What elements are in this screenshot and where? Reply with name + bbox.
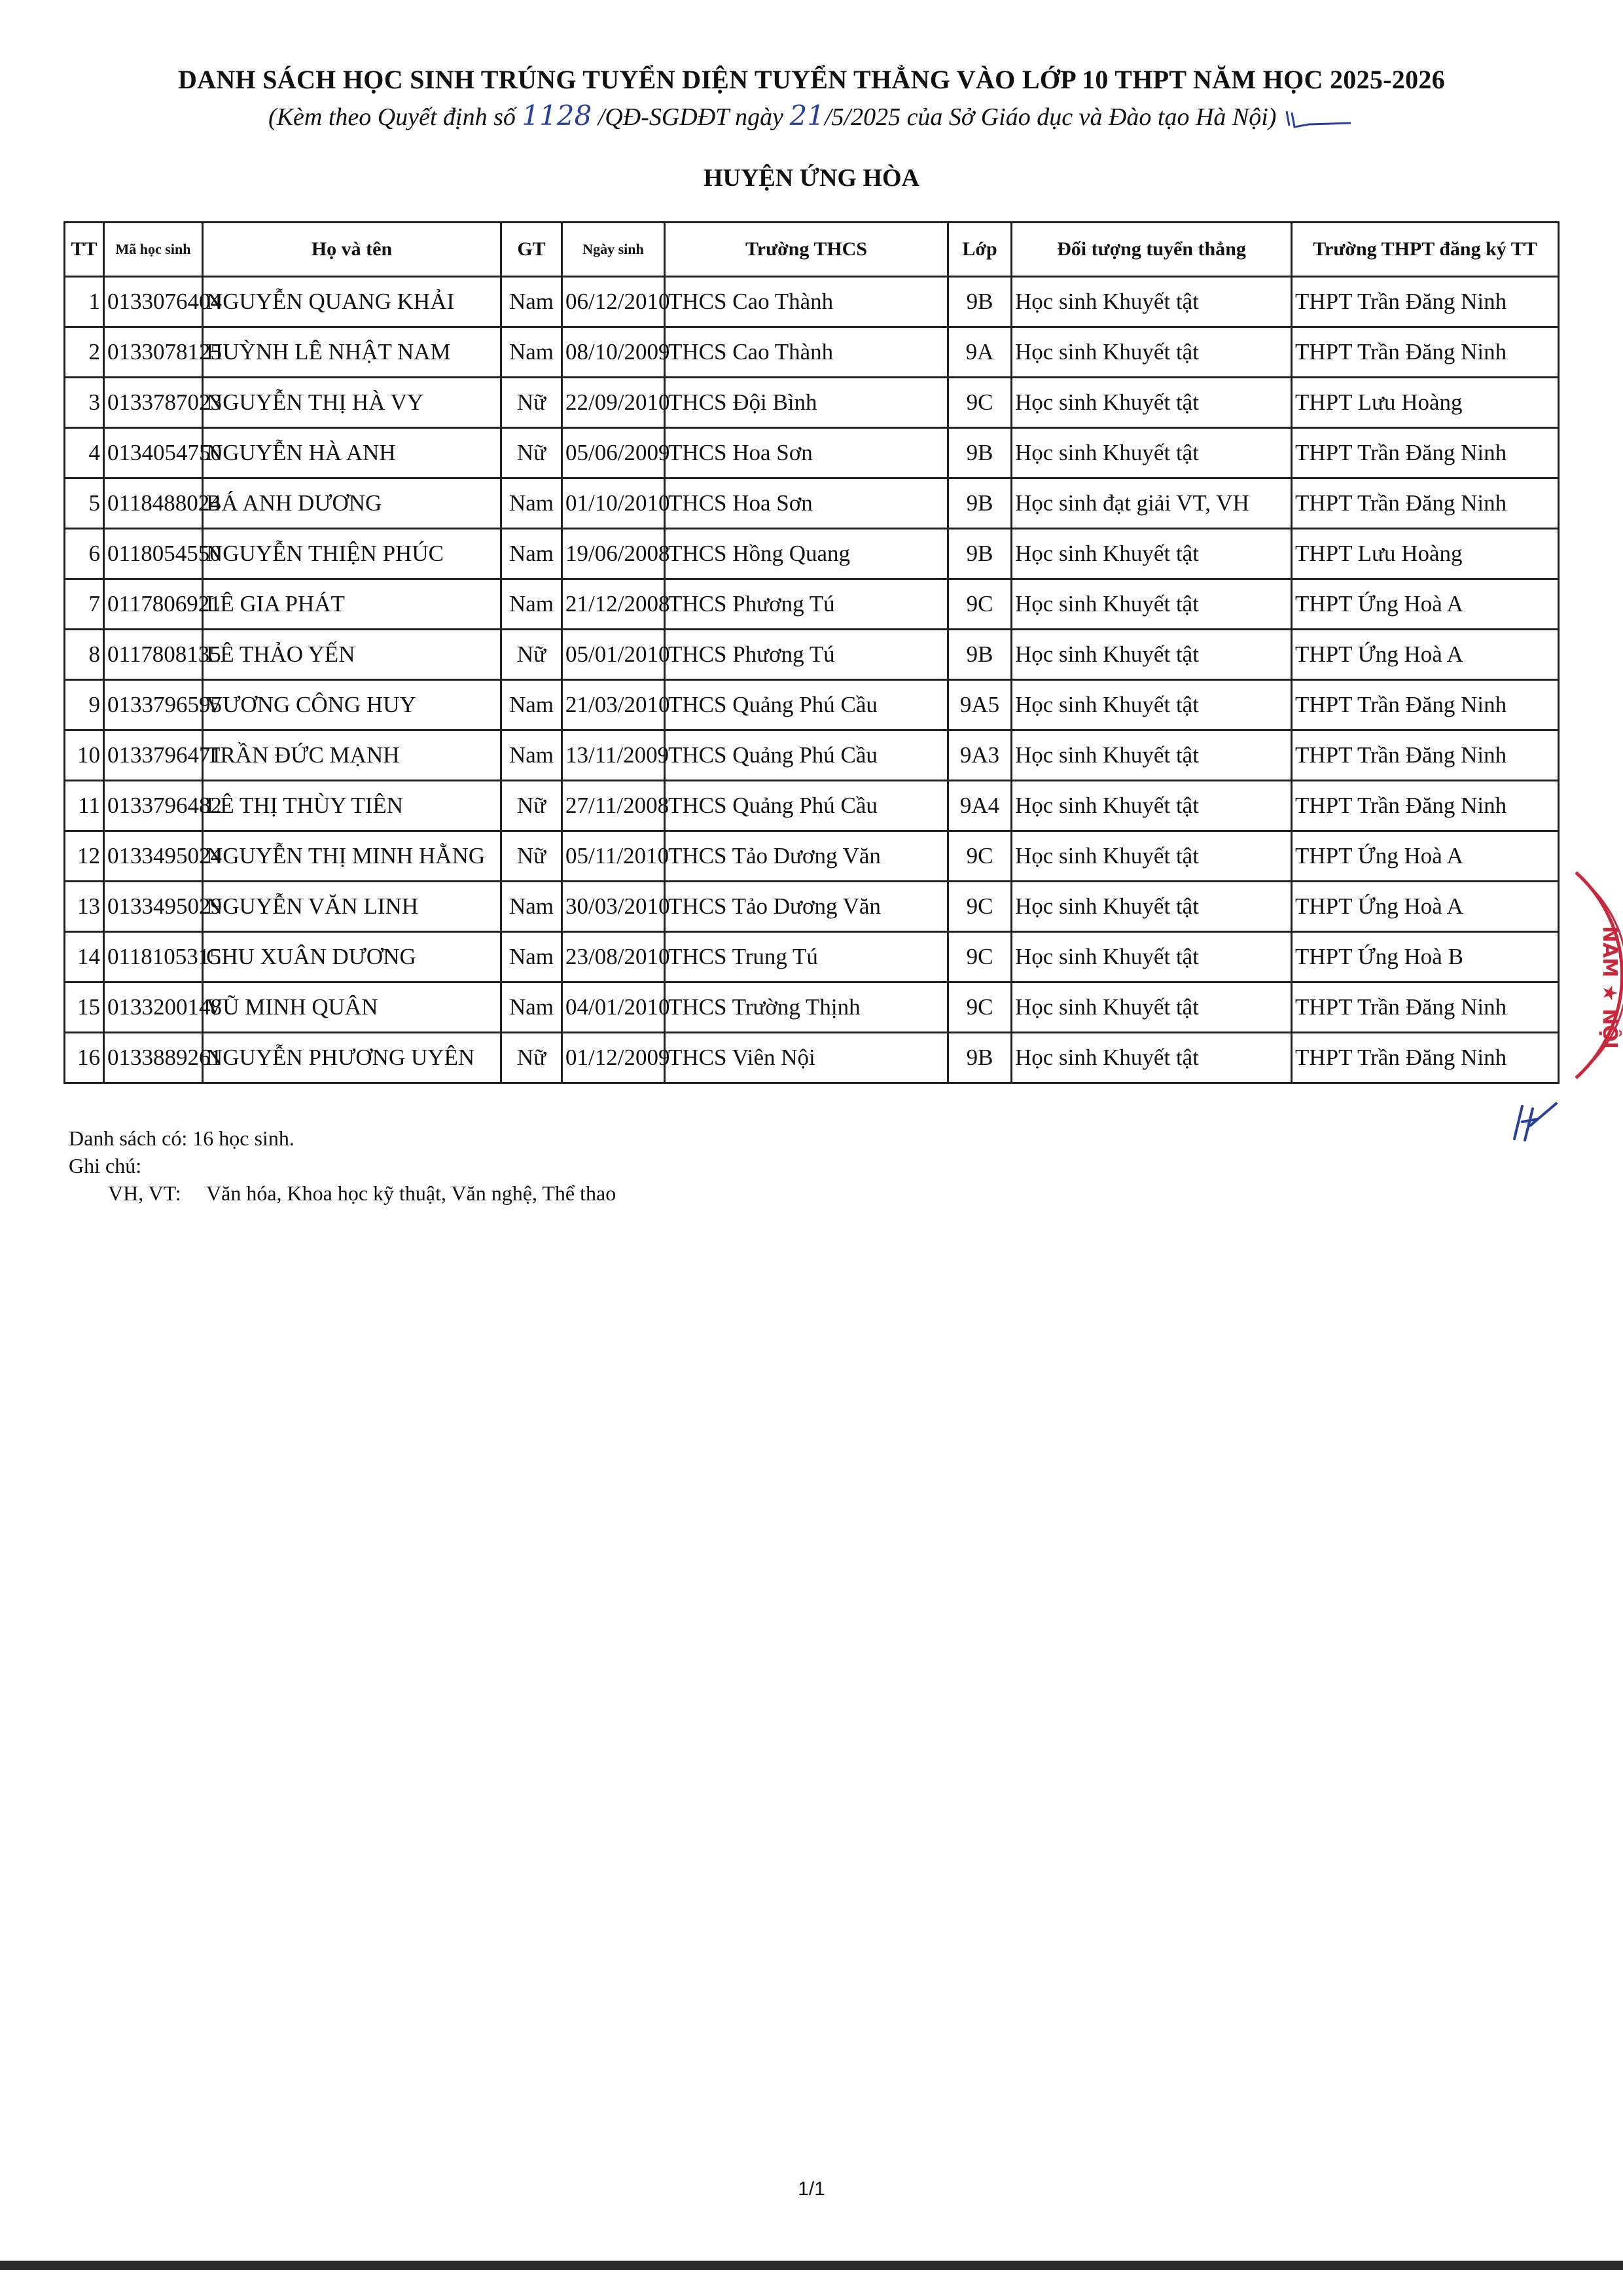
cell-high-school: THPT Lưu Hoàng	[1292, 529, 1559, 579]
cell-full-name: VŨ MINH QUÂN	[203, 982, 501, 1033]
cell-tt: 15	[65, 982, 104, 1033]
cell-secondary-school: THCS Hồng Quang	[665, 529, 948, 579]
cell-full-name: NGUYỄN QUANG KHẢI	[203, 277, 501, 327]
cell-gender: Nữ	[501, 630, 562, 680]
cell-class: 9C	[948, 982, 1012, 1033]
scan-edge-bar	[0, 2261, 1623, 2270]
table-row	[65, 579, 1559, 630]
cell-class: 9B	[948, 1033, 1012, 1083]
cell-class: 9B	[948, 529, 1012, 579]
cell-birthdate: 04/01/2010	[562, 982, 665, 1033]
cell-birthdate: 13/11/2009	[562, 730, 665, 781]
cell-full-name: LÊ THỊ THÙY TIÊN	[203, 781, 501, 831]
cell-birthdate: 08/10/2009	[562, 327, 665, 378]
cell-secondary-school: THCS Quảng Phú Cầu	[665, 781, 948, 831]
cell-gender: Nữ	[501, 1033, 562, 1083]
note-abbr: VH, VT:	[108, 1181, 181, 1205]
col-birthdate: Ngày sinh	[562, 223, 665, 277]
cell-tt: 16	[65, 1033, 104, 1083]
table-row	[65, 277, 1559, 327]
cell-full-name: LÊ GIA PHÁT	[203, 579, 501, 630]
cell-tt: 2	[65, 327, 104, 378]
cell-student-code: 0133796595	[104, 680, 203, 730]
cell-student-code: 0133889261	[104, 1033, 203, 1083]
cell-class: 9A3	[948, 730, 1012, 781]
cell-tt: 5	[65, 478, 104, 529]
cell-high-school: THPT Lưu Hoàng	[1292, 378, 1559, 428]
cell-high-school: THPT Trần Đăng Ninh	[1292, 1033, 1559, 1083]
col-tt: TT	[65, 223, 104, 277]
cell-student-code: 0118054550	[104, 529, 203, 579]
cell-class: 9C	[948, 932, 1012, 982]
cell-admission-category: Học sinh Khuyết tật	[1012, 630, 1292, 680]
cell-secondary-school: THCS Tảo Dương Văn	[665, 831, 948, 882]
cell-admission-category: Học sinh Khuyết tật	[1012, 1033, 1292, 1083]
cell-secondary-school: THCS Trung Tú	[665, 932, 948, 982]
cell-secondary-school: THCS Cao Thành	[665, 327, 948, 378]
table-body	[65, 277, 1559, 1083]
cell-secondary-school: THCS Phương Tú	[665, 579, 948, 630]
cell-gender: Nam	[501, 277, 562, 327]
district-heading: HUYỆN ỨNG HÒA	[703, 164, 920, 192]
col-high-school: Trường THPT đăng ký TT	[1292, 223, 1559, 277]
cell-admission-category: Học sinh Khuyết tật	[1012, 579, 1292, 630]
cell-birthdate: 05/06/2009	[562, 428, 665, 478]
cell-gender: Nữ	[501, 781, 562, 831]
cell-gender: Nam	[501, 327, 562, 378]
decision-day: 21	[789, 99, 825, 132]
cell-birthdate: 01/10/2010	[562, 478, 665, 529]
cell-tt: 14	[65, 932, 104, 982]
cell-class: 9C	[948, 579, 1012, 630]
cell-tt: 6	[65, 529, 104, 579]
page-number: 1/1	[798, 2178, 825, 2200]
cell-tt: 11	[65, 781, 104, 831]
cell-admission-category: Học sinh Khuyết tật	[1012, 327, 1292, 378]
cell-full-name: NGUYỄN PHƯƠNG UYÊN	[203, 1033, 501, 1083]
cell-admission-category: Học sinh Khuyết tật	[1012, 680, 1292, 730]
cell-admission-category: Học sinh Khuyết tật	[1012, 781, 1292, 831]
cell-birthdate: 19/06/2008	[562, 529, 665, 579]
cell-full-name: NGUYỄN THỊ MINH HẰNG	[203, 831, 501, 882]
cell-class: 9A5	[948, 680, 1012, 730]
decision-number: 1128	[522, 99, 592, 132]
table-header-row	[65, 223, 1559, 277]
table-row	[65, 781, 1559, 831]
cell-secondary-school: THCS Phương Tú	[665, 630, 948, 680]
cell-secondary-school: THCS Quảng Phú Cầu	[665, 730, 948, 781]
table-row	[65, 982, 1559, 1033]
table-row	[65, 378, 1559, 428]
cell-gender: Nam	[501, 579, 562, 630]
cell-class: 9C	[948, 378, 1012, 428]
cell-class: 9B	[948, 277, 1012, 327]
cell-admission-category: Học sinh Khuyết tật	[1012, 378, 1292, 428]
cell-tt: 3	[65, 378, 104, 428]
cell-birthdate: 27/11/2008	[562, 781, 665, 831]
cell-admission-category: Học sinh Khuyết tật	[1012, 529, 1292, 579]
cell-secondary-school: THCS Đội Bình	[665, 378, 948, 428]
col-secondary-school: Trường THCS	[665, 223, 948, 277]
cell-full-name: CHU XUÂN DƯƠNG	[203, 932, 501, 982]
cell-secondary-school: THCS Cao Thành	[665, 277, 948, 327]
cell-gender: Nữ	[501, 378, 562, 428]
table-row	[65, 428, 1559, 478]
cell-gender: Nam	[501, 882, 562, 932]
cell-student-code: 0118488024	[104, 478, 203, 529]
cell-full-name: NGUYỄN VĂN LINH	[203, 882, 501, 932]
initial-mark	[1283, 106, 1355, 132]
cell-student-code: 0133200148	[104, 982, 203, 1033]
cell-high-school: THPT Ứng Hoà A	[1292, 882, 1559, 932]
student-count: Danh sách có: 16 học sinh.	[69, 1126, 294, 1150]
cell-full-name: LÊ THẢO YẾN	[203, 630, 501, 680]
cell-birthdate: 01/12/2009	[562, 1033, 665, 1083]
cell-birthdate: 23/08/2010	[562, 932, 665, 982]
cell-high-school: THPT Ứng Hoà B	[1292, 932, 1559, 982]
cell-full-name: HUỲNH LÊ NHẬT NAM	[203, 327, 501, 378]
cell-admission-category: Học sinh Khuyết tật	[1012, 428, 1292, 478]
cell-class: 9A4	[948, 781, 1012, 831]
cell-admission-category: Học sinh Khuyết tật	[1012, 831, 1292, 882]
cell-birthdate: 06/12/2010	[562, 277, 665, 327]
cell-birthdate: 21/12/2008	[562, 579, 665, 630]
cell-full-name: TRẦN ĐỨC MẠNH	[203, 730, 501, 781]
cell-secondary-school: THCS Hoa Sơn	[665, 478, 948, 529]
cell-gender: Nam	[501, 730, 562, 781]
table-row	[65, 1033, 1559, 1083]
cell-gender: Nữ	[501, 831, 562, 882]
cell-birthdate: 22/09/2010	[562, 378, 665, 428]
note-label: Ghi chú:	[69, 1154, 142, 1177]
notes-block	[69, 1124, 616, 1207]
cell-full-name: NGUYỄN HÀ ANH	[203, 428, 501, 478]
cell-gender: Nam	[501, 680, 562, 730]
cell-gender: Nam	[501, 932, 562, 982]
table-row	[65, 730, 1559, 781]
cell-gender: Nam	[501, 529, 562, 579]
cell-high-school: THPT Trần Đăng Ninh	[1292, 277, 1559, 327]
cell-admission-category: Học sinh Khuyết tật	[1012, 982, 1292, 1033]
table-row	[65, 932, 1559, 982]
table-row	[65, 529, 1559, 579]
cell-student-code: 0118105315	[104, 932, 203, 982]
cell-secondary-school: THCS Hoa Sơn	[665, 428, 948, 478]
cell-admission-category: Học sinh Khuyết tật	[1012, 730, 1292, 781]
table-row	[65, 630, 1559, 680]
document-subtitle	[0, 99, 1623, 132]
cell-birthdate: 30/03/2010	[562, 882, 665, 932]
cell-class: 9C	[948, 882, 1012, 932]
cell-birthdate: 05/01/2010	[562, 630, 665, 680]
cell-student-code: 0133495029	[104, 882, 203, 932]
cell-high-school: THPT Trần Đăng Ninh	[1292, 680, 1559, 730]
cell-secondary-school: THCS Tảo Dương Văn	[665, 882, 948, 932]
cell-high-school: THPT Trần Đăng Ninh	[1292, 781, 1559, 831]
cell-class: 9B	[948, 630, 1012, 680]
cell-admission-category: Học sinh Khuyết tật	[1012, 932, 1292, 982]
cell-high-school: THPT Trần Đăng Ninh	[1292, 982, 1559, 1033]
cell-student-code: 0133076404	[104, 277, 203, 327]
cell-full-name: VƯƠNG CÔNG HUY	[203, 680, 501, 730]
cell-full-name: BÁ ANH DƯƠNG	[203, 478, 501, 529]
seal-text: NAM ★ NỘI	[1598, 926, 1621, 1049]
col-student-code: Mã học sinh	[104, 223, 203, 277]
cell-secondary-school: THCS Trường Thịnh	[665, 982, 948, 1033]
cell-high-school: THPT Trần Đăng Ninh	[1292, 327, 1559, 378]
cell-student-code: 0117808135	[104, 630, 203, 680]
cell-class: 9A	[948, 327, 1012, 378]
cell-tt: 8	[65, 630, 104, 680]
cell-full-name: NGUYỄN THỊ HÀ VY	[203, 378, 501, 428]
signature-mark	[1510, 1100, 1563, 1145]
table-row	[65, 327, 1559, 378]
cell-tt: 4	[65, 428, 104, 478]
cell-admission-category: Học sinh Khuyết tật	[1012, 277, 1292, 327]
cell-high-school: THPT Trần Đăng Ninh	[1292, 478, 1559, 529]
document-title: DANH SÁCH HỌC SINH TRÚNG TUYỂN DIỆN TUYỂN THẲNG VÀO LỚP 10 THPT NĂM HỌC 2025-2026	[177, 65, 1446, 94]
note-abbr-meaning: Văn hóa, Khoa học kỹ thuật, Văn nghệ, Thể thao	[206, 1181, 616, 1205]
cell-student-code: 0117806921	[104, 579, 203, 630]
subtitle-suffix: /5/2025 của Sở Giáo dục và Đào tạo Hà Nội)	[824, 103, 1277, 131]
official-seal	[1550, 867, 1623, 1083]
cell-high-school: THPT Ứng Hoà A	[1292, 630, 1559, 680]
col-admission-category: Đối tượng tuyển thẳng	[1012, 223, 1292, 277]
cell-admission-category: Học sinh Khuyết tật	[1012, 882, 1292, 932]
cell-class: 9B	[948, 428, 1012, 478]
cell-admission-category: Học sinh đạt giải VT, VH	[1012, 478, 1292, 529]
cell-birthdate: 05/11/2010	[562, 831, 665, 882]
cell-high-school: THPT Ứng Hoà A	[1292, 579, 1559, 630]
cell-tt: 12	[65, 831, 104, 882]
cell-class: 9B	[948, 478, 1012, 529]
cell-student-code: 0133796482	[104, 781, 203, 831]
cell-high-school: THPT Ứng Hoà A	[1292, 831, 1559, 882]
cell-student-code: 0134054750	[104, 428, 203, 478]
cell-student-code: 0133495024	[104, 831, 203, 882]
cell-gender: Nữ	[501, 428, 562, 478]
col-class: Lớp	[948, 223, 1012, 277]
cell-student-code: 0133787023	[104, 378, 203, 428]
cell-student-code: 0133078125	[104, 327, 203, 378]
subtitle-middle: /QĐ-SGDĐT ngày	[597, 103, 783, 131]
cell-high-school: THPT Trần Đăng Ninh	[1292, 730, 1559, 781]
cell-gender: Nam	[501, 478, 562, 529]
table-row	[65, 478, 1559, 529]
cell-secondary-school: THCS Viên Nội	[665, 1033, 948, 1083]
cell-secondary-school: THCS Quảng Phú Cầu	[665, 680, 948, 730]
table-row	[65, 680, 1559, 730]
cell-high-school: THPT Trần Đăng Ninh	[1292, 428, 1559, 478]
table-row	[65, 831, 1559, 882]
cell-tt: 1	[65, 277, 104, 327]
cell-full-name: NGUYỄN THIỆN PHÚC	[203, 529, 501, 579]
subtitle-prefix: (Kèm theo Quyết định số	[268, 103, 516, 131]
cell-birthdate: 21/03/2010	[562, 680, 665, 730]
cell-gender: Nam	[501, 982, 562, 1033]
student-table	[63, 221, 1560, 1084]
col-full-name: Họ và tên	[203, 223, 501, 277]
note-abbreviation	[69, 1179, 616, 1207]
cell-student-code: 0133796471	[104, 730, 203, 781]
table-row	[65, 882, 1559, 932]
cell-class: 9C	[948, 831, 1012, 882]
col-gender: GT	[501, 223, 562, 277]
cell-tt: 7	[65, 579, 104, 630]
cell-tt: 13	[65, 882, 104, 932]
cell-tt: 10	[65, 730, 104, 781]
cell-tt: 9	[65, 680, 104, 730]
